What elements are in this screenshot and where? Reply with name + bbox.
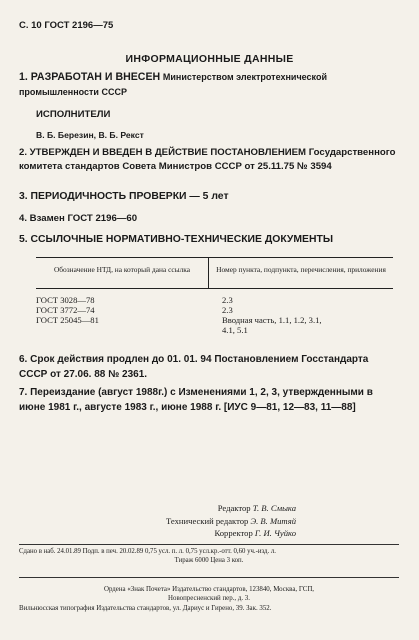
credit-proof-label: Корректор <box>214 528 253 538</box>
section-1-caps: 1. РАЗРАБОТАН И ВНЕСЕН <box>19 71 161 83</box>
credit-editor-name: Т. В. Смыка <box>252 503 296 513</box>
table-cell-designation: ГОСТ 3772—74 <box>36 305 95 315</box>
table-row <box>36 305 393 315</box>
table-header-row <box>36 258 393 289</box>
table-row <box>36 315 393 335</box>
table-cell-clause: 2.3 <box>222 305 233 315</box>
publisher-line1: Ордена «Знак Почета» Издательство стандартов, 123840, Москва, ГСП, <box>103 586 315 593</box>
table-header-clause: Номер пункта, подпункта, перечисления, приложения <box>216 265 386 274</box>
credit-tech-label: Технический редактор <box>166 515 249 526</box>
section-7: 7. Переиздание (август 1988г.) с Изменениями 1, 2, 3, утвержденными в июне 1981 г., августе 1983 г., июне 1988 г. [ИУС 9—81, 12—83, 11—88] <box>19 387 373 413</box>
credit-proofreader <box>118 527 296 540</box>
executors-names: В. Б. Березин, В. Б. Рекст <box>36 130 144 140</box>
table-cell-designation: ГОСТ 25045—81 <box>36 315 99 325</box>
section-3: 3. ПЕРИОДИЧНОСТЬ ПРОВЕРКИ — 5 лет <box>19 191 229 202</box>
reference-table <box>36 257 393 335</box>
credit-editor <box>118 502 296 515</box>
page-title: ИНФОРМАЦИОННЫЕ ДАННЫЕ <box>125 53 294 65</box>
print-info <box>19 547 399 565</box>
publisher-line3: Вильнюсская типография Издательства стандартов, ул. Дариус и Гирено, 39. Зак. 352. <box>19 605 272 612</box>
credit-tech-name: Э. В. Митяй <box>250 515 296 526</box>
credit-tech-editor <box>118 515 296 528</box>
credits-block <box>118 502 296 540</box>
section-5: 5. ССЫЛОЧНЫЕ НОРМАТИВНО-ТЕХНИЧЕСКИЕ ДОКУМЕНТЫ <box>19 234 333 245</box>
table-cell-clause: Вводная часть, 1.1, 1.2, 3.1, 4.1, 5.1 <box>222 315 322 335</box>
publisher-line2: Новопресненский пер., д. 3. <box>168 595 250 602</box>
table-header-designation: Обозначение НТД, на который дана ссылка <box>36 258 209 288</box>
section-1 <box>19 70 399 100</box>
executors-label: ИСПОЛНИТЕЛИ <box>36 109 111 120</box>
section-6: 6. Срок действия продлен до 01. 01. 94 Постановлением Госстандарта СССР от 27.06. 88 № 2361. <box>19 354 369 380</box>
print-info-line1: Сдано в наб. 24.01.89 Подп. в печ. 20.02.89 0,75 усл. п. л. 0,75 усл.кр.-отт. 0,60 уч.-изд. л. <box>19 548 276 555</box>
divider-bottom <box>19 577 399 578</box>
credit-editor-label: Редактор <box>217 503 251 513</box>
table-row <box>36 295 393 305</box>
table-cell-designation: ГОСТ 3028—78 <box>36 295 95 305</box>
publisher-info <box>19 584 399 614</box>
divider-top <box>19 544 399 545</box>
credit-proof-name: Г. И. Чуйко <box>254 528 296 538</box>
print-info-line2: Тираж 6000 Цена 3 коп. <box>174 557 244 564</box>
section-4: 4. Взамен ГОСТ 2196—60 <box>19 213 138 224</box>
section-1-text: Министерством электротехнической промышленности СССР <box>19 72 327 97</box>
table-cell-clause: 2.3 <box>222 295 233 305</box>
section-2: 2. УТВЕРЖДЕН И ВВЕДЕН В ДЕЙСТВИЕ ПОСТАНОВЛЕНИЕМ Государственного комитета стандартов Совета Министров СССР от 25.11.75 № 3594 <box>19 147 396 172</box>
page-header: С. 10 ГОСТ 2196—75 <box>19 20 114 31</box>
